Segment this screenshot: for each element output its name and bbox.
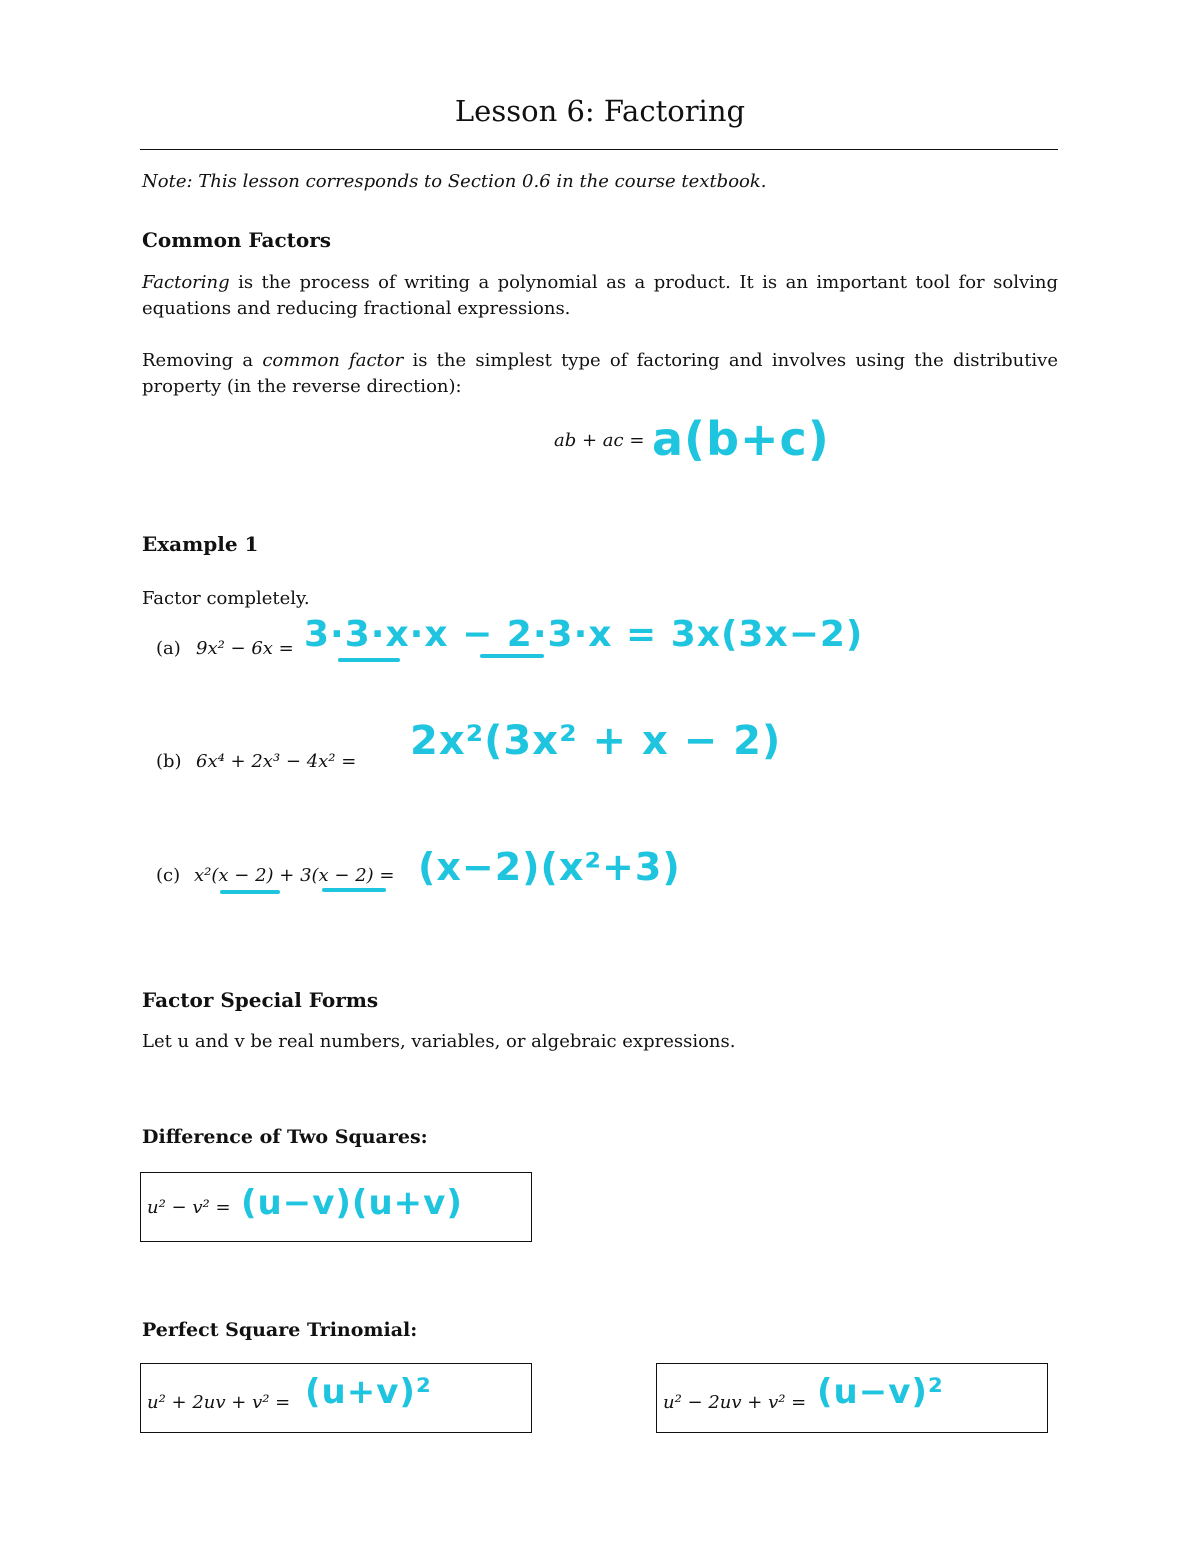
example-c-underline-2 bbox=[322, 888, 386, 892]
common-factor-text-start: Removing a bbox=[142, 350, 263, 371]
example-1-instruction: Factor completely. bbox=[142, 588, 310, 609]
special-forms-intro: Let u and v be real numbers, variables, or algebraic expressions. bbox=[142, 1031, 736, 1052]
special-forms-heading: Factor Special Forms bbox=[142, 988, 379, 1012]
example-a-expression: 9x² − 6x = bbox=[196, 638, 294, 659]
example-b-expression: 6x⁴ + 2x³ − 4x² = bbox=[196, 751, 357, 772]
distributive-answer-handwritten: a(b+c) bbox=[652, 412, 830, 466]
perfect-square-heading: Perfect Square Trinomial: bbox=[142, 1319, 418, 1341]
factoring-definition-text: is the process of writing a polynomial as a product. It is an important tool for solving equations and reducing fractional expressions. bbox=[142, 272, 1058, 319]
page-title: Lesson 6: Factoring bbox=[454, 94, 746, 128]
factoring-term: Factoring bbox=[142, 272, 230, 293]
example-c-label: (c) bbox=[156, 865, 181, 886]
title-divider bbox=[140, 149, 1058, 150]
common-factors-heading: Common Factors bbox=[142, 228, 332, 252]
common-factor-term: common factor bbox=[262, 350, 404, 371]
perfect-square-plus-expression: u² + 2uv + v² = bbox=[147, 1392, 291, 1413]
perfect-square-minus-box bbox=[656, 1363, 1048, 1433]
example-c-expression: x²(x − 2) + 3(x − 2) = bbox=[194, 865, 395, 886]
example-b-label: (b) bbox=[156, 751, 182, 772]
difference-of-squares-expression: u² − v² = bbox=[147, 1197, 231, 1218]
common-factor-paragraph bbox=[142, 348, 1058, 400]
lesson-note: Note: This lesson corresponds to Section 0.6 in the course textbook. bbox=[142, 171, 767, 192]
factoring-definition bbox=[142, 270, 1058, 322]
common-factor-text-rest: is the simplest type of factoring and involves using the distributive property (in the reverse direction): bbox=[142, 350, 1059, 397]
perfect-square-plus-answer-handwritten: (u+v)² bbox=[305, 1372, 432, 1412]
example-a-label: (a) bbox=[156, 638, 181, 659]
perfect-square-minus-answer-handwritten: (u−v)² bbox=[817, 1372, 944, 1412]
example-a-underline-2 bbox=[480, 654, 544, 658]
difference-of-squares-answer-handwritten: (u−v)(u+v) bbox=[241, 1183, 463, 1223]
example-b-answer-handwritten: 2x²(3x² + x − 2) bbox=[410, 718, 782, 764]
difference-of-squares-box bbox=[140, 1172, 532, 1242]
distributive-formula: ab + ac = bbox=[554, 430, 645, 451]
perfect-square-plus-box bbox=[140, 1363, 532, 1433]
example-c-answer-handwritten: (x−2)(x²+3) bbox=[418, 845, 681, 889]
example-a-underline-1 bbox=[338, 658, 400, 662]
example-a-answer-handwritten: 3·3·x·x − 2·3·x = 3x(3x−2) bbox=[304, 614, 864, 655]
example-1-heading: Example 1 bbox=[142, 532, 259, 556]
difference-of-squares-heading: Difference of Two Squares: bbox=[142, 1126, 428, 1148]
perfect-square-minus-expression: u² − 2uv + v² = bbox=[663, 1392, 807, 1413]
example-c-underline-1 bbox=[220, 890, 280, 894]
